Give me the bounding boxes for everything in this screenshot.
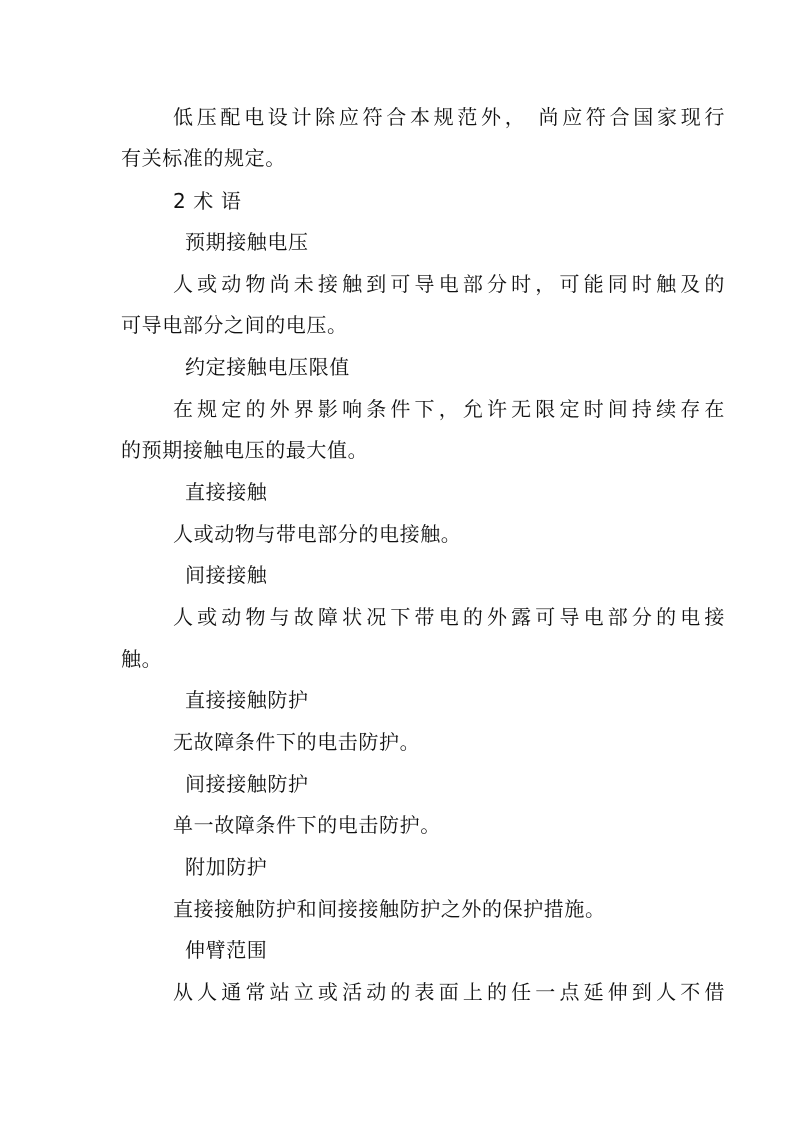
term-definition-line-2: 的预期接触电压的最大值。 (121, 438, 369, 462)
term-definition-line-1: 人或动物与带电部分的电接触。 (173, 522, 462, 546)
term-definition-line-2: 触。 (121, 647, 163, 671)
term-title: 直接接触 (185, 480, 268, 504)
term-title: 伸臂范围 (185, 938, 268, 962)
term-title: 约定接触电压限值 (185, 355, 350, 379)
term-definition-line-1: 单一故障条件下的电击防护。 (173, 813, 441, 837)
term-definition-line-1: 从人通常站立或活动的表面上的任一点延伸到人不借 (173, 980, 725, 1004)
section-heading: 2 术 语 (173, 189, 242, 213)
term-title: 间接接触防护 (185, 772, 309, 796)
paragraph-intro-line-2: 有关标准的规定。 (121, 146, 286, 170)
term-definition-line-1: 在规定的外界影响条件下，允许无限定时间持续存在 (173, 397, 725, 421)
term-title: 预期接触电压 (185, 230, 309, 254)
paragraph-intro-line-1: 低压配电设计除应符合本规范外， 尚应符合国家现行 (173, 105, 725, 129)
term-definition-line-1: 人或动物与故障状况下带电的外露可导电部分的电接 (173, 605, 725, 629)
term-title: 直接接触防护 (185, 688, 309, 712)
term-definition-line-1: 直接接触防护和间接接触防护之外的保护措施。 (173, 897, 606, 921)
term-title: 附加防护 (185, 855, 268, 879)
term-definition-line-1: 人或动物尚未接触到可导电部分时，可能同时触及的 (173, 272, 725, 296)
term-definition-line-1: 无故障条件下的电击防护。 (173, 730, 421, 754)
term-title: 间接接触 (185, 563, 268, 587)
term-definition-line-2: 可导电部分之间的电压。 (121, 313, 348, 337)
